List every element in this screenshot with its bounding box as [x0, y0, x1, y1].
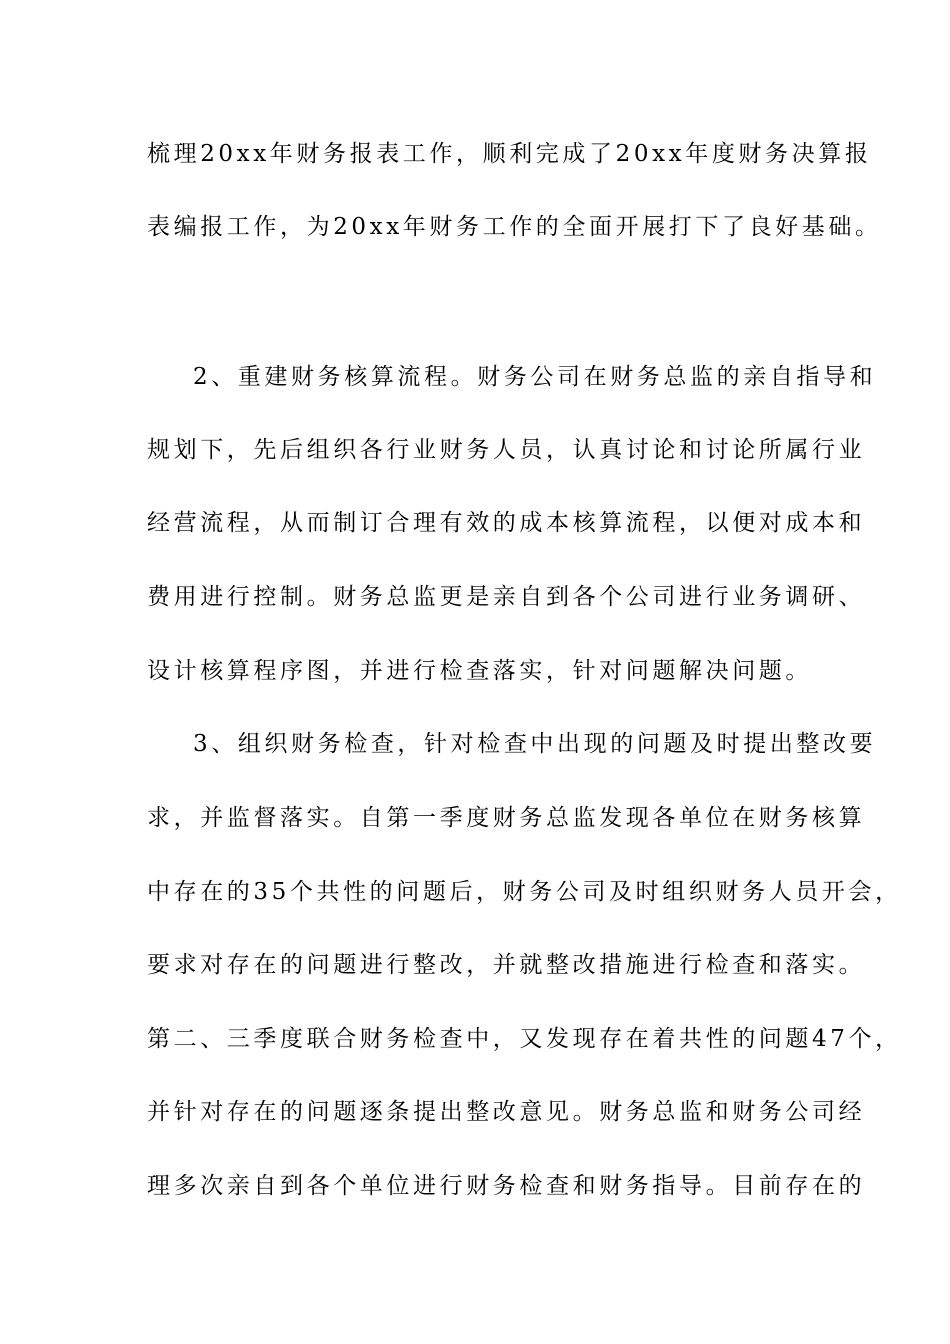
- paragraph-2-line-3: 经营流程，从而制订合理有效的成本核算流程，以便对成本和: [147, 510, 866, 536]
- paragraph-3-line-4: 要求对存在的问题进行整改，并就整改措施进行检查和落实。: [147, 952, 866, 978]
- paragraph-1-line-2: 表编报工作，为20xx年财务工作的全面开展打下了良好基础。: [147, 214, 882, 240]
- paragraph-3-line-7: 理多次亲自到各个单位进行财务检查和财务指导。目前存在的: [147, 1173, 866, 1199]
- paragraph-3-line-3: 中存在的35个共性的问题后，财务公司及时组织财务人员开会，: [147, 879, 902, 905]
- paragraph-3-line-6: 并针对存在的问题逐条提出整改意见。财务总监和财务公司经: [147, 1099, 866, 1125]
- paragraph-2-line-1: 2、重建财务核算流程。财务公司在财务总监的亲自指导和: [193, 364, 877, 390]
- paragraph-2-line-2: 规划下，先后组织各行业财务人员，认真讨论和讨论所属行业: [147, 437, 866, 463]
- paragraph-2-line-4: 费用进行控制。财务总监更是亲自到各个公司进行业务调研、: [147, 584, 866, 610]
- paragraph-1-line-1: 梳理20xx年财务报表工作，顺利完成了20xx年度财务决算报: [147, 141, 872, 167]
- paragraph-3-line-5: 第二、三季度联合财务检查中，又发现存在着共性的问题47个，: [147, 1026, 902, 1052]
- paragraph-2-line-5: 设计核算程序图，并进行检查落实，针对问题解决问题。: [147, 658, 812, 684]
- paragraph-3-line-1: 3、组织财务检查，针对检查中出现的问题及时提出整改要: [193, 731, 877, 757]
- paragraph-3-line-2: 求，并监督落实。自第一季度财务总监发现各单位在财务核算: [147, 805, 866, 831]
